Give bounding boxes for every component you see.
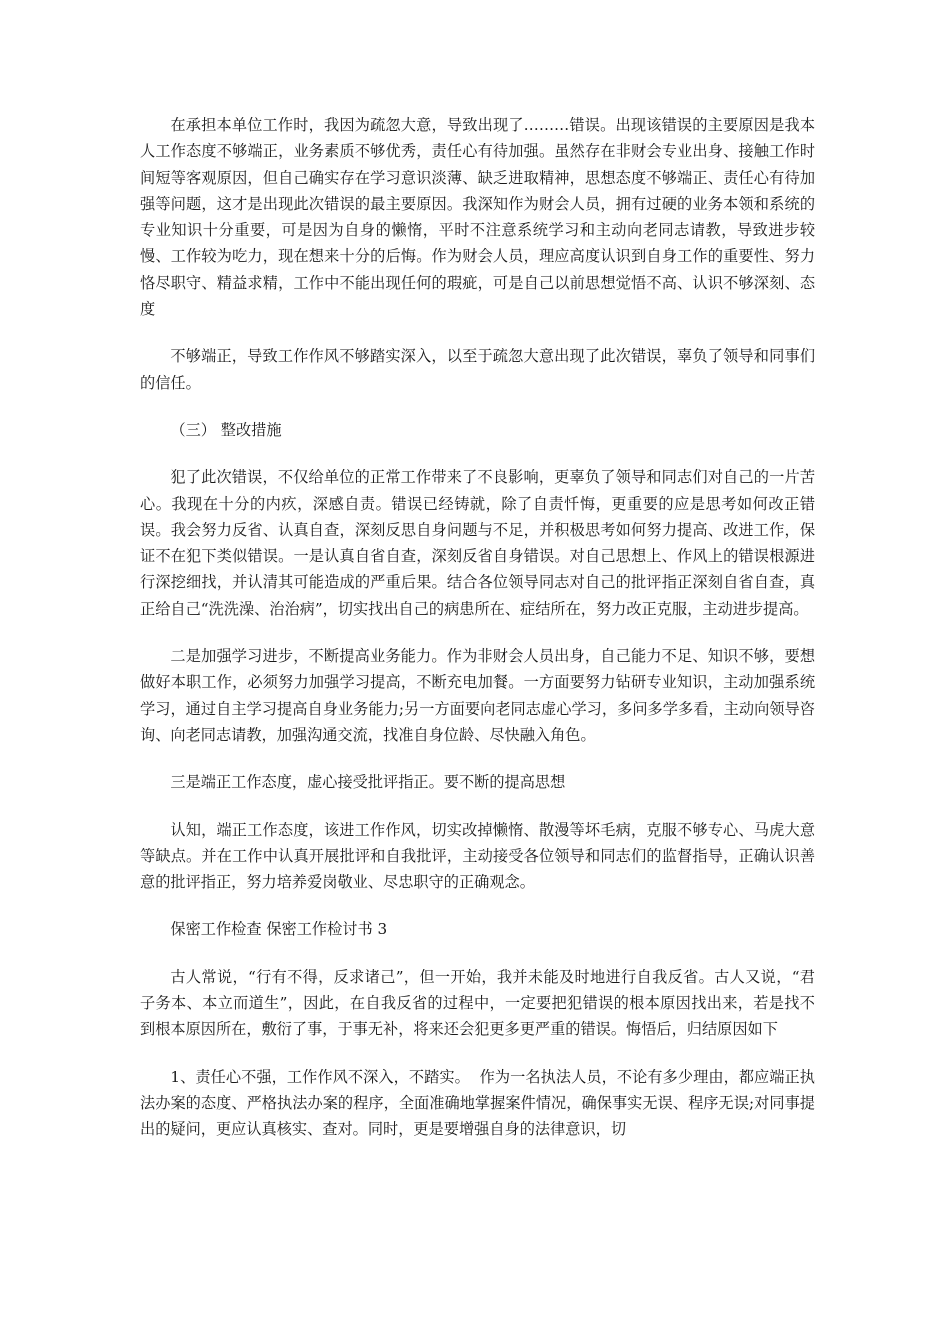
paragraph-rectification-3-body: 认知，端正工作态度，该进工作作风，切实改掉懒惰、散漫等坏毛病，克服不够专心、马虎大意等缺点。并在工作中认真开展批评和自我批评，主动接受各位领导和同志们的监督指导，正确认识善意的批评指正，努力培养爱岗敬业、尽忠职守的正确观念。 (140, 820, 815, 892)
paragraph-rectification-2: 二是加强学习进步，不断提高业务能力。作为非财会人员出身，自己能力不足、知识不够，要想做好本职工作，必须努力加强学习提高，不断充电加餐。一方面要努力钻研专业知识，主动加强系统学习，通过自主学习提高自身业务能力;另一方面要向老同志虚心学习，多问多学多看，主动向领导咨询、向老同志请教，加强沟通交流，找准自身位龄、尽快融入角色。 (140, 647, 815, 744)
paragraph-rectification-1: 犯了此次错误，不仅给单位的正常工作带来了不良影响，更辜负了领导和同志们对自己的一片苦心。我现在十分的内疚，深感自责。错误已经铸就，除了自责忏悔，更重要的应是思考如何改正错误。我会努力反省、认真自查，深刻反思自身问题与不足，并积极思考如何努力提高、改进工作，保证不在犯下类似错误。一是认真自省自查，深刻反省自身错误。对自己思想上、作风上的错误根源进行深挖细找，并认清其可能造成的严重后果。结合各位领导同志对自己的批评指正深刻自省自查，真正给自己“洗洗澡、治治病”，切实找出自己的病患所在、症结所在，努力改正克服，主动进步提高。 (140, 468, 815, 618)
paragraph-reason-1: 1、责任心不强，工作作风不深入，不踏实。 作为一名执法人员，不论有多少理由，都应端正执法办案的态度、严格执法办案的程序，全面准确地掌握案件情况，确保事实无误、程序无误;对同事提出的疑问，更应认真核实、查对。同时，更是要增强自身的法律意识，切 (140, 1067, 815, 1139)
document-subtitle: 保密工作检查 保密工作检讨书 3 (170, 920, 388, 939)
document-body (140, 112, 815, 1143)
section-heading-rectification: （三） 整改措施 (170, 420, 282, 439)
paragraph-error-cause: 在承担本单位工作时，我因为疏忽大意，导致出现了………错误。出现该错误的主要原因是我本人工作态度不够端正，业务素质不够优秀，责任心有待加强。虽然存在非财会专业出身、接触工作时间短等客观原因，但自己确实存在学习意识淡薄、缺乏进取精神，思想态度不够端正、责任心有待加强等问题，这才是出现此次错误的最主要原因。我深知作为财会人员，拥有过硬的业务本领和系统的专业知识十分重要，可是因为自身的懒惰，平时不注意系统学习和主动向老同志请教，导致进步较慢、工作较为吃力，现在想来十分的后悔。作为财会人员，理应高度认识到自身工作的重要性、努力恪尽职守、精益求精，工作中不能出现任何的瑕疵，可是自己以前思想觉悟不高、认识不够深刻、态度 (140, 116, 815, 319)
paragraph-rectification-3-lead: 三是端正工作态度，虚心接受批评指正。要不断的提高思想 (170, 773, 566, 792)
paragraph-error-continuation: 不够端正，导致工作作风不够踏实深入，以至于疏忽大意出现了此次错误，辜负了领导和同事们的信任。 (140, 347, 815, 392)
paragraph-ancient-sayings: 古人常说，“行有不得，反求诸己”，但一开始，我并未能及时地进行自我反省。古人又说，“君子务本、本立而道生”，因此，在自我反省的过程中，一定要把犯错误的根本原因找出来，若是找不到根本原因所在，敷衍了事，于事无补，将来还会犯更多更严重的错误。悔悟后，归结原因如下 (140, 967, 815, 1039)
